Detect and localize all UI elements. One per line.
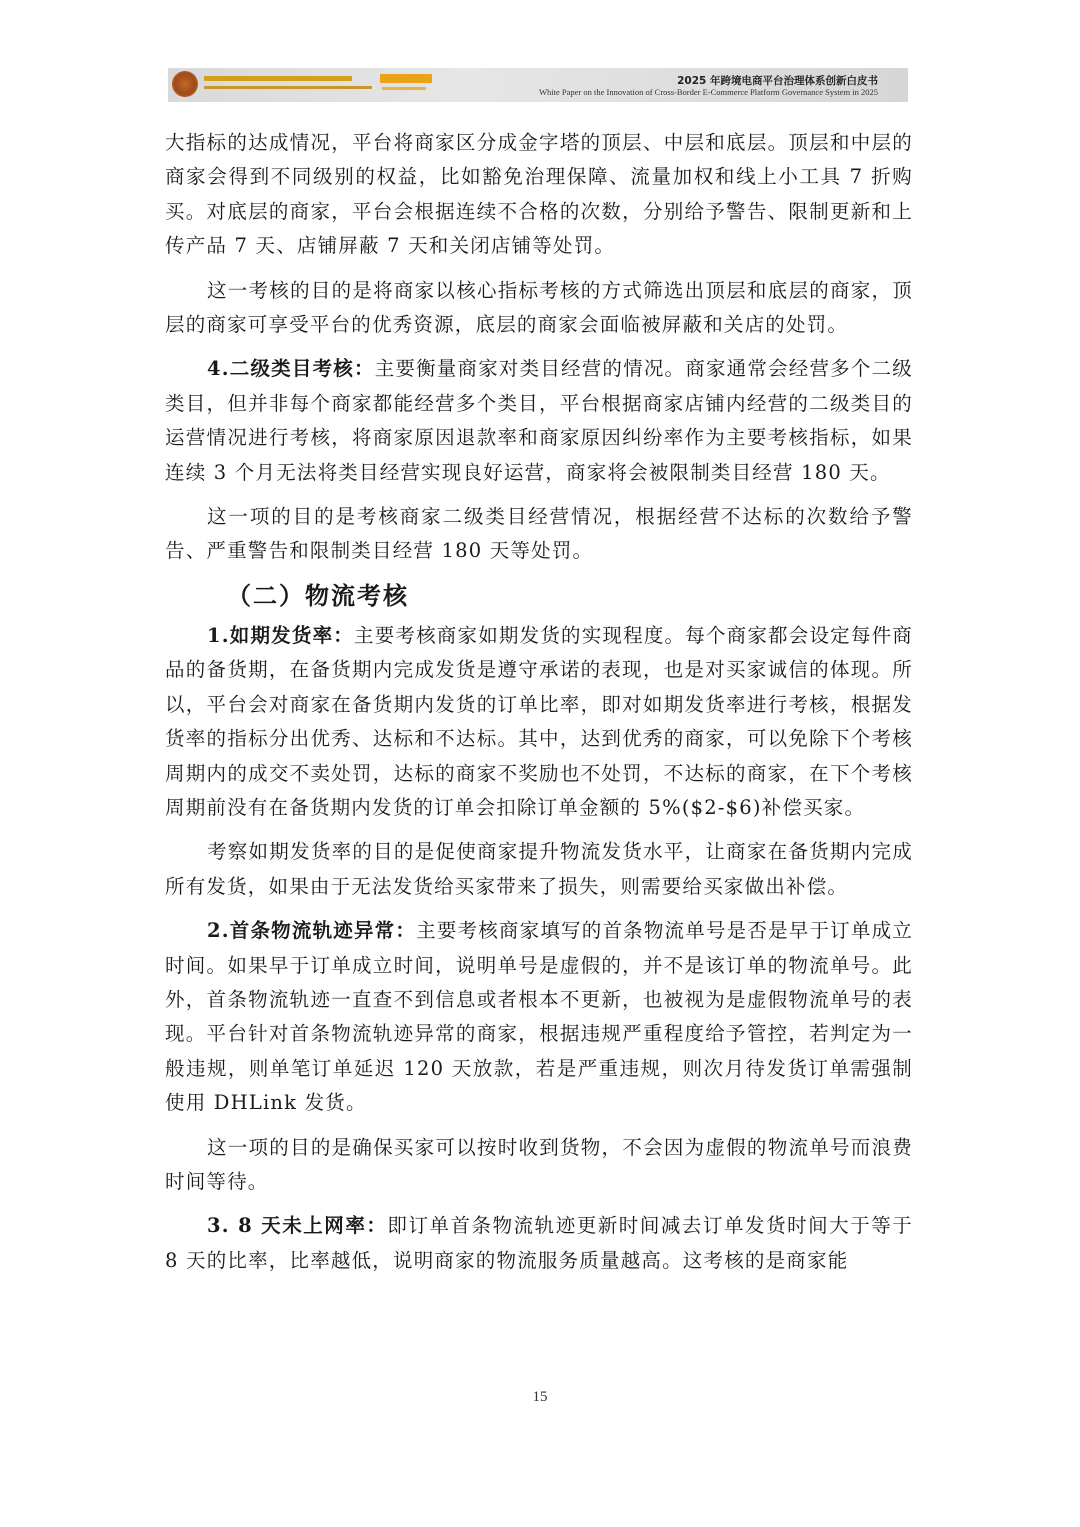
paragraph-2: 这一考核的目的是将商家以核心指标考核的方式筛选出顶层和底层的商家，顶层的商家可享受平台的优秀资源，底层的商家会面临被屏蔽和关店的处罚。 [165, 278, 913, 337]
section-heading: （二）物流考核 [227, 580, 409, 610]
paragraph-7: 2.首条物流轨迹异常：主要考核商家填写的首条物流单号是否是早于订单成立时间。如果早于订单成立时间，说明单号是虚假的，并不是该订单的物流单号。此外，首条物流轨迹一直查不到信息或者根本不更新，也被视为是虚假物流单号的表现。平台针对首条物流轨迹异常的商家，根据违规严重程度给予管控，若判定为一般违规，则单笔订单延迟 120 天放款，若是严重违规，则次月待发货订单需强制使用 DHLink 发货。 [165, 919, 913, 1115]
research-center-logo-text [204, 76, 352, 81]
dhgate-logo-subtext [382, 87, 426, 90]
page-header [168, 68, 908, 102]
paragraph-4: 这一项的目的是考核商家二级类目经营情况，根据经营不达标的次数给予警告、严重警告和限制类目经营 180 天等处罚。 [165, 505, 913, 563]
page-number: 15 [532, 1389, 548, 1405]
paragraph-5: 1.如期发货率：主要考核商家如期发货的实现程度。每个商家都会设定每件商品的备货期，在备货期内完成发货是遵守承诺的表现，也是对买家诚信的体现。所以，平台会对商家在备货期内发货的订单比率，即对如期发货率进行考核，根据发货率的指标分出优秀、达标和不达标。其中，达到优秀的商家，可以免除下个考核周期内的成交不卖处罚，达标的商家不奖励也不处罚，不达标的商家，在下个考核周期前没有在备货期内发货的订单会扣除订单金额的 5%($2-$6)补偿买家。 [165, 623, 913, 819]
item-label-8-day-not-online-rate: 3. 8 天未上网率： [207, 1214, 388, 1238]
header-subtitle: White Paper on the Innovation of Cross-Border E-Commerce Platform Governance System in 2025 [539, 87, 878, 97]
paragraph-1: 大指标的达成情况，平台将商家区分成金字塔的顶层、中层和底层。顶层和中层的商家会得到不同级别的权益，比如豁免治理保障、流量加权和线上小工具 7 折购买。对底层的商家，平台会根据连续不合格的次数，分别给予警告、限制更新和上传产品 7 天、店铺屏蔽 7 天和关闭店铺等处罚。 [165, 131, 913, 258]
paragraph-9: 3. 8 天未上网率：即订单首条物流轨迹更新时间减去订单发货时间大于等于 8 天的比率，比率越低，说明商家的物流服务质量越高。这考核的是商家能 [165, 1214, 913, 1272]
item-label-first-tracking-anomaly: 2.首条物流轨迹异常： [207, 919, 417, 943]
item-label-on-time-shipping: 1.如期发货率： [207, 623, 354, 647]
paragraph-8: 这一项的目的是确保买家可以按时收到货物，不会因为虚假的物流单号而浪费时间等待。 [165, 1135, 913, 1193]
item-label-category-review: 4.二级类目考核： [207, 357, 375, 381]
paragraph-3: 4.二级类目考核：主要衡量商家对类目经营的情况。商家通常会经营多个二级类目，但并非每个商家都能经营多个类目，平台根据商家店铺内经营的二级类目的运营情况进行考核，将商家原因退款率和商家原因纠纷率作为主要考核指标，如果连续 3 个月无法将类目经营实现良好运营，商家将会被限制类目经营 180 天。 [165, 357, 913, 484]
paragraph-6: 考察如期发货率的目的是促使商家提升物流发货水平，让商家在备货期内完成所有发货，如果由于无法发货给买家带来了损失，则需要给买家做出补偿。 [165, 840, 913, 898]
header-title: 2025 年跨境电商平台治理体系创新白皮书 [677, 75, 878, 87]
page-body [165, 126, 913, 1278]
dhgate-logo [380, 74, 432, 83]
research-center-logo-subtext [204, 86, 372, 89]
university-seal-logo [172, 71, 198, 97]
